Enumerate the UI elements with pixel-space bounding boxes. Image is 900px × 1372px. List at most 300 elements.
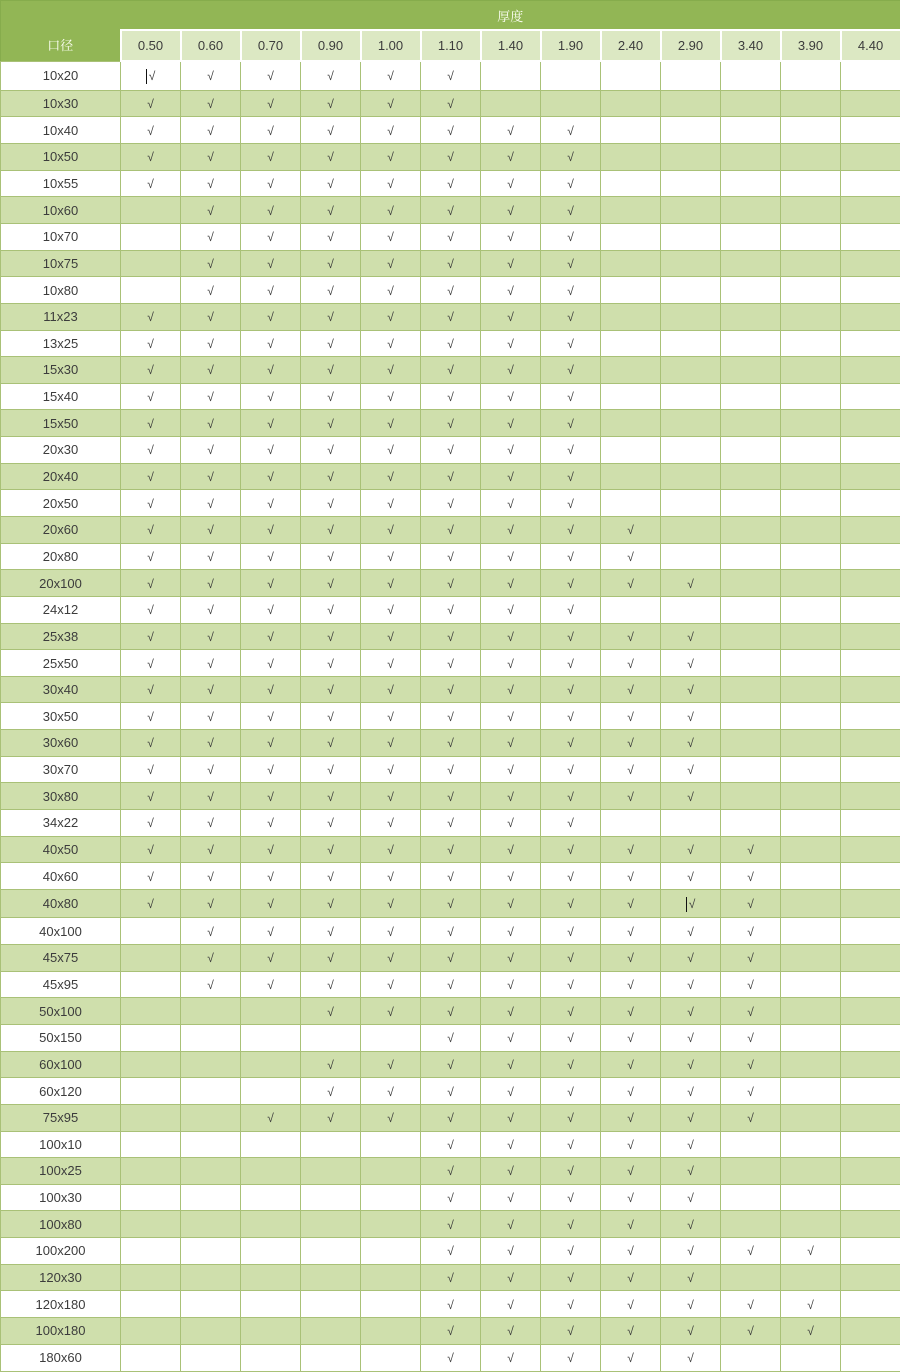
check-cell[interactable] xyxy=(841,836,900,863)
check-cell[interactable] xyxy=(541,1264,601,1291)
check-cell[interactable] xyxy=(301,623,361,650)
check-cell[interactable] xyxy=(421,197,481,224)
check-cell[interactable] xyxy=(481,810,541,837)
check-cell[interactable] xyxy=(181,650,241,677)
check-cell[interactable] xyxy=(721,250,781,277)
check-cell[interactable] xyxy=(661,650,721,677)
check-cell[interactable] xyxy=(601,1104,661,1131)
check-cell[interactable] xyxy=(181,1291,241,1318)
check-cell[interactable] xyxy=(481,1104,541,1131)
check-cell[interactable] xyxy=(841,1158,900,1185)
check-cell[interactable] xyxy=(541,1158,601,1185)
check-cell[interactable] xyxy=(301,303,361,330)
check-cell[interactable] xyxy=(781,517,841,544)
check-cell[interactable] xyxy=(121,783,181,810)
check-cell[interactable] xyxy=(181,596,241,623)
check-cell[interactable] xyxy=(481,836,541,863)
size-label-cell[interactable]: 20x30 xyxy=(1,437,121,464)
check-cell[interactable] xyxy=(781,1211,841,1238)
check-cell[interactable] xyxy=(661,277,721,304)
check-cell[interactable] xyxy=(661,543,721,570)
check-cell[interactable] xyxy=(421,543,481,570)
check-cell[interactable] xyxy=(601,330,661,357)
check-cell[interactable] xyxy=(241,117,301,144)
thickness-col-header[interactable]: 1.00 xyxy=(361,30,421,61)
size-label-cell[interactable]: 15x50 xyxy=(1,410,121,437)
check-cell[interactable] xyxy=(541,1184,601,1211)
check-cell[interactable] xyxy=(841,250,900,277)
check-cell[interactable] xyxy=(721,570,781,597)
check-cell[interactable] xyxy=(721,650,781,677)
check-cell[interactable] xyxy=(241,596,301,623)
size-label-cell[interactable]: 15x40 xyxy=(1,383,121,410)
check-cell[interactable] xyxy=(421,650,481,677)
check-cell[interactable] xyxy=(421,623,481,650)
check-cell[interactable] xyxy=(361,330,421,357)
check-cell[interactable] xyxy=(841,303,900,330)
check-cell[interactable] xyxy=(601,170,661,197)
check-cell[interactable] xyxy=(541,1131,601,1158)
check-cell[interactable] xyxy=(661,1051,721,1078)
check-cell[interactable] xyxy=(601,889,661,917)
check-cell[interactable] xyxy=(241,1024,301,1051)
check-cell[interactable] xyxy=(361,730,421,757)
check-cell[interactable] xyxy=(781,1184,841,1211)
check-cell[interactable] xyxy=(361,889,421,917)
check-cell[interactable] xyxy=(541,250,601,277)
check-cell[interactable] xyxy=(661,1211,721,1238)
check-cell[interactable] xyxy=(841,1291,900,1318)
check-cell[interactable] xyxy=(541,330,601,357)
check-cell[interactable] xyxy=(301,1291,361,1318)
check-cell[interactable] xyxy=(301,676,361,703)
check-cell[interactable] xyxy=(361,277,421,304)
check-cell[interactable] xyxy=(121,945,181,972)
check-cell[interactable] xyxy=(481,90,541,117)
check-cell[interactable] xyxy=(241,650,301,677)
size-label-cell[interactable]: 10x40 xyxy=(1,117,121,144)
check-cell[interactable] xyxy=(601,1158,661,1185)
check-cell[interactable] xyxy=(601,357,661,384)
check-cell[interactable] xyxy=(661,783,721,810)
check-cell[interactable] xyxy=(481,223,541,250)
check-cell[interactable] xyxy=(181,383,241,410)
check-cell[interactable] xyxy=(661,517,721,544)
check-cell[interactable] xyxy=(721,303,781,330)
check-cell[interactable] xyxy=(661,703,721,730)
check-cell[interactable] xyxy=(781,1291,841,1318)
check-cell[interactable] xyxy=(181,490,241,517)
check-cell[interactable] xyxy=(481,1211,541,1238)
check-cell[interactable] xyxy=(721,437,781,464)
check-cell[interactable] xyxy=(361,383,421,410)
check-cell[interactable] xyxy=(241,197,301,224)
size-label-cell[interactable]: 24x12 xyxy=(1,596,121,623)
check-cell[interactable] xyxy=(661,144,721,171)
thickness-col-header[interactable]: 1.10 xyxy=(421,30,481,61)
check-cell[interactable] xyxy=(241,945,301,972)
check-cell[interactable] xyxy=(721,543,781,570)
check-cell[interactable] xyxy=(841,1344,900,1371)
check-cell[interactable] xyxy=(481,596,541,623)
check-cell[interactable] xyxy=(841,703,900,730)
check-cell[interactable] xyxy=(301,1318,361,1345)
check-cell[interactable] xyxy=(781,197,841,224)
size-label-cell[interactable]: 25x50 xyxy=(1,650,121,677)
check-cell[interactable] xyxy=(541,1078,601,1105)
check-cell[interactable] xyxy=(121,223,181,250)
check-cell[interactable] xyxy=(661,623,721,650)
check-cell[interactable] xyxy=(781,1104,841,1131)
check-cell[interactable] xyxy=(541,277,601,304)
check-cell[interactable] xyxy=(661,836,721,863)
check-cell[interactable] xyxy=(601,676,661,703)
check-cell[interactable] xyxy=(841,863,900,890)
thickness-col-header[interactable]: 2.90 xyxy=(661,30,721,61)
check-cell[interactable] xyxy=(181,971,241,998)
check-cell[interactable] xyxy=(781,1158,841,1185)
check-cell[interactable] xyxy=(361,410,421,437)
check-cell[interactable] xyxy=(361,144,421,171)
check-cell[interactable] xyxy=(661,1184,721,1211)
check-cell[interactable] xyxy=(781,730,841,757)
check-cell[interactable] xyxy=(301,730,361,757)
check-cell[interactable] xyxy=(781,783,841,810)
check-cell[interactable] xyxy=(841,517,900,544)
check-cell[interactable] xyxy=(841,437,900,464)
check-cell[interactable] xyxy=(121,1051,181,1078)
check-cell[interactable] xyxy=(721,277,781,304)
check-cell[interactable] xyxy=(361,1318,421,1345)
check-cell[interactable] xyxy=(841,971,900,998)
check-cell[interactable] xyxy=(121,410,181,437)
check-cell[interactable] xyxy=(241,1264,301,1291)
check-cell[interactable] xyxy=(601,303,661,330)
check-cell[interactable] xyxy=(241,1344,301,1371)
check-cell[interactable] xyxy=(301,1264,361,1291)
check-cell[interactable] xyxy=(481,971,541,998)
check-cell[interactable] xyxy=(181,570,241,597)
check-cell[interactable] xyxy=(301,810,361,837)
check-cell[interactable] xyxy=(661,197,721,224)
check-cell[interactable] xyxy=(841,1024,900,1051)
check-cell[interactable] xyxy=(301,117,361,144)
check-cell[interactable] xyxy=(121,836,181,863)
check-cell[interactable] xyxy=(481,383,541,410)
check-cell[interactable] xyxy=(541,971,601,998)
size-label-cell[interactable]: 10x30 xyxy=(1,90,121,117)
check-cell[interactable] xyxy=(721,1051,781,1078)
check-cell[interactable] xyxy=(721,703,781,730)
check-cell[interactable] xyxy=(481,330,541,357)
check-cell[interactable] xyxy=(541,1104,601,1131)
check-cell[interactable] xyxy=(721,1291,781,1318)
check-cell[interactable] xyxy=(181,303,241,330)
check-cell[interactable] xyxy=(121,1291,181,1318)
check-cell[interactable] xyxy=(361,998,421,1025)
check-cell[interactable] xyxy=(421,117,481,144)
check-cell[interactable] xyxy=(121,570,181,597)
check-cell[interactable] xyxy=(421,330,481,357)
check-cell[interactable] xyxy=(121,197,181,224)
check-cell[interactable] xyxy=(121,463,181,490)
check-cell[interactable] xyxy=(721,783,781,810)
check-cell[interactable] xyxy=(181,998,241,1025)
check-cell[interactable] xyxy=(421,1291,481,1318)
check-cell[interactable] xyxy=(781,945,841,972)
check-cell[interactable] xyxy=(121,250,181,277)
check-cell[interactable] xyxy=(541,650,601,677)
check-cell[interactable] xyxy=(361,1051,421,1078)
check-cell[interactable] xyxy=(541,223,601,250)
check-cell[interactable] xyxy=(361,1344,421,1371)
check-cell[interactable] xyxy=(721,836,781,863)
check-cell[interactable] xyxy=(781,490,841,517)
check-cell[interactable] xyxy=(421,756,481,783)
check-cell[interactable] xyxy=(601,383,661,410)
check-cell[interactable] xyxy=(781,998,841,1025)
check-cell[interactable] xyxy=(301,1051,361,1078)
check-cell[interactable] xyxy=(241,61,301,90)
check-cell[interactable] xyxy=(601,543,661,570)
check-cell[interactable] xyxy=(421,570,481,597)
check-cell[interactable] xyxy=(181,1078,241,1105)
check-cell[interactable] xyxy=(481,676,541,703)
check-cell[interactable] xyxy=(361,1291,421,1318)
check-cell[interactable] xyxy=(661,676,721,703)
check-cell[interactable] xyxy=(781,810,841,837)
check-cell[interactable] xyxy=(781,918,841,945)
check-cell[interactable] xyxy=(121,676,181,703)
check-cell[interactable] xyxy=(121,998,181,1025)
check-cell[interactable] xyxy=(781,330,841,357)
check-cell[interactable] xyxy=(301,971,361,998)
check-cell[interactable] xyxy=(241,170,301,197)
check-cell[interactable] xyxy=(781,971,841,998)
check-cell[interactable] xyxy=(301,1078,361,1105)
check-cell[interactable] xyxy=(301,463,361,490)
check-cell[interactable] xyxy=(841,918,900,945)
check-cell[interactable] xyxy=(601,1211,661,1238)
check-cell[interactable] xyxy=(421,170,481,197)
check-cell[interactable] xyxy=(361,490,421,517)
check-cell[interactable] xyxy=(241,1238,301,1265)
check-cell[interactable] xyxy=(361,703,421,730)
check-cell[interactable] xyxy=(421,889,481,917)
check-cell[interactable] xyxy=(541,357,601,384)
check-cell[interactable] xyxy=(541,117,601,144)
check-cell[interactable] xyxy=(781,676,841,703)
check-cell[interactable] xyxy=(841,61,900,90)
check-cell[interactable] xyxy=(241,144,301,171)
check-cell[interactable] xyxy=(601,1184,661,1211)
check-cell[interactable] xyxy=(601,945,661,972)
check-cell[interactable] xyxy=(241,730,301,757)
check-cell[interactable] xyxy=(241,783,301,810)
check-cell[interactable] xyxy=(781,543,841,570)
check-cell[interactable] xyxy=(121,517,181,544)
check-cell[interactable] xyxy=(661,945,721,972)
check-cell[interactable] xyxy=(601,1291,661,1318)
size-label-cell[interactable]: 45x75 xyxy=(1,945,121,972)
check-cell[interactable] xyxy=(661,756,721,783)
check-cell[interactable] xyxy=(361,437,421,464)
check-cell[interactable] xyxy=(781,1264,841,1291)
check-cell[interactable] xyxy=(841,277,900,304)
thickness-col-header[interactable]: 1.90 xyxy=(541,30,601,61)
check-cell[interactable] xyxy=(301,223,361,250)
check-cell[interactable] xyxy=(601,197,661,224)
check-cell[interactable] xyxy=(481,863,541,890)
check-cell[interactable] xyxy=(481,463,541,490)
check-cell[interactable] xyxy=(481,1078,541,1105)
check-cell[interactable] xyxy=(181,543,241,570)
check-cell[interactable] xyxy=(301,543,361,570)
check-cell[interactable] xyxy=(481,1158,541,1185)
thickness-col-header[interactable]: 4.40 xyxy=(841,30,900,61)
check-cell[interactable] xyxy=(841,1131,900,1158)
check-cell[interactable] xyxy=(601,918,661,945)
check-cell[interactable] xyxy=(481,303,541,330)
check-cell[interactable] xyxy=(181,1211,241,1238)
size-label-cell[interactable]: 20x100 xyxy=(1,570,121,597)
check-cell[interactable] xyxy=(421,1211,481,1238)
check-cell[interactable] xyxy=(841,1264,900,1291)
check-cell[interactable] xyxy=(121,1104,181,1131)
size-label-cell[interactable]: 11x23 xyxy=(1,303,121,330)
size-label-cell[interactable]: 10x50 xyxy=(1,144,121,171)
check-cell[interactable] xyxy=(181,1024,241,1051)
check-cell[interactable] xyxy=(481,490,541,517)
size-label-cell[interactable]: 45x95 xyxy=(1,971,121,998)
check-cell[interactable] xyxy=(601,490,661,517)
check-cell[interactable] xyxy=(241,1184,301,1211)
check-cell[interactable] xyxy=(841,756,900,783)
check-cell[interactable] xyxy=(361,197,421,224)
check-cell[interactable] xyxy=(481,889,541,917)
check-cell[interactable] xyxy=(421,1184,481,1211)
check-cell[interactable] xyxy=(361,61,421,90)
check-cell[interactable] xyxy=(241,971,301,998)
check-cell[interactable] xyxy=(241,1318,301,1345)
check-cell[interactable] xyxy=(841,1051,900,1078)
check-cell[interactable] xyxy=(121,144,181,171)
size-label-cell[interactable]: 100x200 xyxy=(1,1238,121,1265)
check-cell[interactable] xyxy=(301,144,361,171)
check-cell[interactable] xyxy=(721,61,781,90)
check-cell[interactable] xyxy=(541,596,601,623)
check-cell[interactable] xyxy=(181,836,241,863)
check-cell[interactable] xyxy=(421,303,481,330)
size-label-cell[interactable]: 50x150 xyxy=(1,1024,121,1051)
check-cell[interactable] xyxy=(841,144,900,171)
caliber-header-cell[interactable]: 口径 xyxy=(1,1,121,62)
check-cell[interactable] xyxy=(301,437,361,464)
check-cell[interactable] xyxy=(181,463,241,490)
check-cell[interactable] xyxy=(301,1344,361,1371)
check-cell[interactable] xyxy=(781,756,841,783)
check-cell[interactable] xyxy=(181,889,241,917)
check-cell[interactable] xyxy=(601,1078,661,1105)
check-cell[interactable] xyxy=(301,357,361,384)
check-cell[interactable] xyxy=(301,517,361,544)
check-cell[interactable] xyxy=(781,223,841,250)
check-cell[interactable] xyxy=(841,117,900,144)
check-cell[interactable] xyxy=(121,650,181,677)
check-cell[interactable] xyxy=(781,117,841,144)
check-cell[interactable] xyxy=(541,676,601,703)
check-cell[interactable] xyxy=(601,250,661,277)
check-cell[interactable] xyxy=(361,463,421,490)
check-cell[interactable] xyxy=(241,1051,301,1078)
check-cell[interactable] xyxy=(601,730,661,757)
check-cell[interactable] xyxy=(601,61,661,90)
check-cell[interactable] xyxy=(601,570,661,597)
check-cell[interactable] xyxy=(841,810,900,837)
check-cell[interactable] xyxy=(541,810,601,837)
check-cell[interactable] xyxy=(541,90,601,117)
check-cell[interactable] xyxy=(121,1344,181,1371)
size-label-cell[interactable]: 100x180 xyxy=(1,1318,121,1345)
check-cell[interactable] xyxy=(601,623,661,650)
check-cell[interactable] xyxy=(361,1104,421,1131)
check-cell[interactable] xyxy=(181,90,241,117)
check-cell[interactable] xyxy=(241,810,301,837)
check-cell[interactable] xyxy=(181,61,241,90)
check-cell[interactable] xyxy=(481,517,541,544)
check-cell[interactable] xyxy=(241,357,301,384)
check-cell[interactable] xyxy=(541,889,601,917)
check-cell[interactable] xyxy=(721,971,781,998)
check-cell[interactable] xyxy=(781,596,841,623)
check-cell[interactable] xyxy=(121,1211,181,1238)
check-cell[interactable] xyxy=(361,1024,421,1051)
size-label-cell[interactable]: 50x100 xyxy=(1,998,121,1025)
size-label-cell[interactable]: 20x60 xyxy=(1,517,121,544)
check-cell[interactable] xyxy=(721,410,781,437)
size-label-cell[interactable]: 34x22 xyxy=(1,810,121,837)
check-cell[interactable] xyxy=(541,303,601,330)
check-cell[interactable] xyxy=(661,250,721,277)
check-cell[interactable] xyxy=(541,61,601,90)
check-cell[interactable] xyxy=(661,1291,721,1318)
check-cell[interactable] xyxy=(481,783,541,810)
check-cell[interactable] xyxy=(181,945,241,972)
check-cell[interactable] xyxy=(181,623,241,650)
check-cell[interactable] xyxy=(541,410,601,437)
check-cell[interactable] xyxy=(721,623,781,650)
check-cell[interactable] xyxy=(541,1238,601,1265)
size-label-cell[interactable]: 15x30 xyxy=(1,357,121,384)
check-cell[interactable] xyxy=(121,889,181,917)
check-cell[interactable] xyxy=(841,357,900,384)
check-cell[interactable] xyxy=(361,517,421,544)
check-cell[interactable] xyxy=(421,144,481,171)
check-cell[interactable] xyxy=(781,650,841,677)
check-cell[interactable] xyxy=(481,756,541,783)
size-label-cell[interactable]: 120x30 xyxy=(1,1264,121,1291)
check-cell[interactable] xyxy=(661,998,721,1025)
check-cell[interactable] xyxy=(241,676,301,703)
size-label-cell[interactable]: 100x25 xyxy=(1,1158,121,1185)
check-cell[interactable] xyxy=(301,998,361,1025)
check-cell[interactable] xyxy=(481,1318,541,1345)
thickness-col-header[interactable]: 1.40 xyxy=(481,30,541,61)
size-label-cell[interactable]: 60x100 xyxy=(1,1051,121,1078)
check-cell[interactable] xyxy=(541,517,601,544)
check-cell[interactable] xyxy=(781,1024,841,1051)
check-cell[interactable] xyxy=(181,1318,241,1345)
